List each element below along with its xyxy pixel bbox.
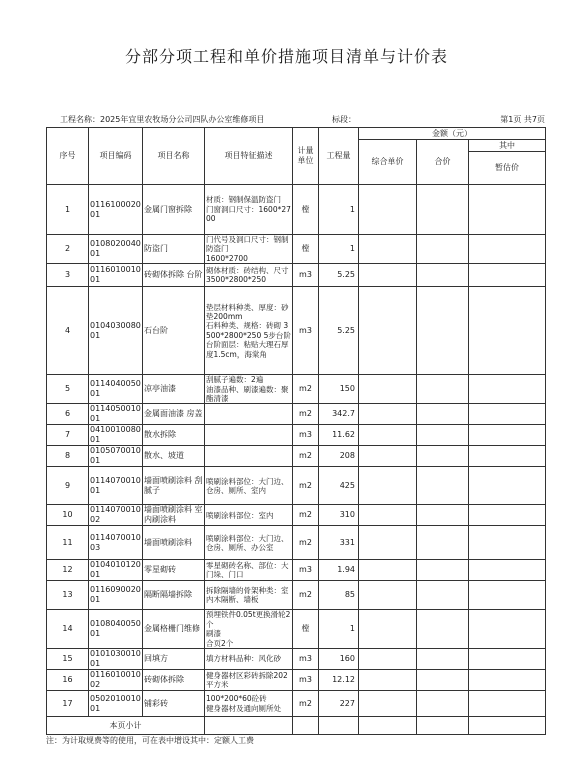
header-seq: 序号 (47, 128, 89, 185)
row-seq: 14 (47, 610, 89, 649)
header-desc: 项目特征描述 (205, 128, 293, 185)
row-provisional (469, 610, 546, 649)
table-row (47, 526, 546, 560)
row-provisional (469, 526, 546, 560)
row-seq: 2 (47, 235, 89, 264)
row-code: 011601001001 (89, 264, 143, 287)
header-unit: 计量单位 (293, 128, 319, 185)
table-row (47, 691, 546, 717)
row-unit: m2 (293, 691, 319, 717)
row-qty: 310 (319, 505, 359, 526)
table-row (47, 404, 546, 425)
row-desc: 喷刷涂料部位：大门边、仓房、厕所、办公室 (205, 526, 293, 560)
row-code: 011609002001 (89, 581, 143, 610)
table-row (47, 670, 546, 691)
row-unit: m3 (293, 670, 319, 691)
table-row (47, 185, 546, 235)
row-code: 011601001002 (90, 670, 141, 690)
row-provisional (469, 691, 546, 717)
row-unit-price (359, 404, 417, 425)
table-row (47, 505, 546, 526)
row-desc: 拆除隔墙的骨架种类：室内木隔断、墙板 (205, 581, 293, 610)
row-name: 砖砌体拆除 (143, 670, 205, 691)
row-desc: 材质：钢制保温防盗门 门窗洞口尺寸：1600*2700 (205, 185, 293, 235)
row-seq: 13 (47, 581, 89, 610)
row-desc: 预埋铁件0.05t更换滑轮2个 刷漆 合页2个 (205, 610, 293, 649)
row-unit-price (359, 560, 417, 581)
table-row (47, 467, 546, 505)
row-total (417, 404, 469, 425)
bill-table (46, 127, 546, 735)
row-seq: 4 (47, 287, 89, 375)
row-seq: 3 (47, 264, 89, 287)
row-unit: m3 (293, 649, 319, 670)
row-unit-price (359, 505, 417, 526)
row-code: 010507001001 (90, 446, 141, 466)
row-desc: 100*200*60砼砖 健身器材及通向厕所处 (205, 691, 293, 717)
row-qty: 12.12 (319, 670, 359, 691)
row-seq: 7 (47, 425, 89, 446)
row-qty: 5.25 (319, 264, 359, 287)
row-unit: m2 (293, 375, 319, 404)
row-name: 防盗门 (143, 235, 205, 264)
row-unit-price (359, 287, 417, 375)
row-unit: m3 (293, 425, 319, 446)
table-row (47, 610, 546, 649)
row-seq: 8 (47, 446, 89, 467)
row-code: 010103001001 (90, 649, 141, 669)
row-unit-price (359, 375, 417, 404)
row-unit-price (359, 670, 417, 691)
row-desc: 砌体材质：砖结构、尺寸3500*2800*250 (205, 264, 293, 287)
table-row (47, 264, 546, 287)
row-unit: m2 (293, 505, 319, 526)
row-code: 011405001001 (90, 404, 141, 424)
row-desc: 垫层材料种类、厚度：砂垫200mm 石料种类、规格：砖砌 3500*2800*250 5步台阶 台阶面层：粘贴大理石厚度1.5cm，海棠角 (205, 287, 293, 375)
row-total (417, 185, 469, 235)
row-code: 010401012001 (90, 560, 141, 580)
row-desc (205, 404, 293, 425)
row-seq: 10 (47, 505, 89, 526)
row-unit-price (359, 264, 417, 287)
row-name: 墙面喷刷涂料 室内刷涂料 (144, 505, 203, 525)
row-name: 墙面喷刷涂料 (143, 526, 205, 560)
row-name: 石台阶 (143, 287, 205, 375)
row-desc: 填方材料品种：风化砂 (205, 649, 293, 670)
row-unit-price (359, 649, 417, 670)
page-number: 第1页 共7页 (500, 115, 545, 124)
row-desc: 健身器材区彩砖拆除202平方米 (205, 670, 293, 691)
row-unit: m2 (293, 467, 319, 505)
row-code: 010403008001 (89, 287, 143, 375)
row-code: 011407001001 (89, 467, 143, 505)
row-name: 砖砌体拆除 台阶 (143, 264, 205, 287)
row-code: 011404005001 (89, 375, 143, 404)
row-qty: 227 (319, 691, 359, 717)
header-among: 其中 (469, 140, 546, 152)
subtotal-label: 本页小计 (47, 717, 205, 735)
row-seq: 5 (47, 375, 89, 404)
row-total (417, 467, 469, 505)
row-unit: 樘 (293, 235, 319, 264)
row-name: 金属面油漆 房盖 (143, 404, 205, 425)
row-name: 散水拆除 (143, 425, 205, 446)
bid-section: 标段： (332, 115, 356, 124)
row-name: 零星砌砖 (143, 560, 205, 581)
header-unit-price: 综合单价 (359, 140, 417, 185)
row-total (417, 581, 469, 610)
row-qty: 342.7 (319, 404, 359, 425)
table-row (47, 425, 546, 446)
row-total (417, 264, 469, 287)
row-desc (205, 446, 293, 467)
row-unit: m3 (293, 264, 319, 287)
row-unit-price (359, 467, 417, 505)
row-desc: 喷刷涂料部位：大门边、仓房、厕所、室内 (205, 467, 293, 505)
row-unit: 樘 (293, 610, 319, 649)
page-title: 分部分项工程和单价措施项目清单与计价表 (124, 47, 448, 66)
table-row (47, 560, 546, 581)
row-provisional (469, 446, 546, 467)
row-unit-price (359, 610, 417, 649)
footnote: 注：为计取规费等的使用，可在表中增设其中：定额人工费 (46, 736, 254, 745)
row-code: 010802004001 (89, 235, 143, 264)
row-total (417, 505, 469, 526)
row-name: 铺彩砖 (143, 691, 205, 717)
row-unit-price (359, 425, 417, 446)
row-name: 墙面喷刷涂料 刮腻子 (143, 467, 205, 505)
row-total (417, 610, 469, 649)
row-qty: 1.94 (319, 560, 359, 581)
row-seq: 12 (47, 560, 89, 581)
row-qty: 160 (319, 649, 359, 670)
row-name: 凉亭油漆 (143, 375, 205, 404)
row-seq: 15 (47, 649, 89, 670)
row-qty: 425 (319, 467, 359, 505)
row-unit: m3 (293, 287, 319, 375)
table-row (47, 649, 546, 670)
row-total (417, 560, 469, 581)
row-provisional (469, 425, 546, 446)
row-unit-price (359, 581, 417, 610)
row-total (417, 287, 469, 375)
table-row (47, 235, 546, 264)
row-unit: m2 (293, 581, 319, 610)
header-total: 合价 (417, 140, 469, 185)
row-name: 金属格栅门维修 (143, 610, 205, 649)
row-desc: 刮腻子遍数：2遍 油漆品种、刷漆遍数：聚酯清漆 (205, 375, 293, 404)
row-provisional (469, 467, 546, 505)
header-code: 项目编码 (89, 128, 143, 185)
row-unit-price (359, 185, 417, 235)
row-unit: m2 (293, 404, 319, 425)
header-qty: 工程量 (319, 128, 359, 185)
table-row (47, 581, 546, 610)
row-provisional (469, 235, 546, 264)
row-qty: 5.25 (319, 287, 359, 375)
row-desc (205, 425, 293, 446)
header-provisional: 暂估价 (469, 152, 546, 185)
table-row (47, 446, 546, 467)
row-qty: 1 (319, 185, 359, 235)
row-provisional (469, 264, 546, 287)
row-qty: 208 (319, 446, 359, 467)
row-seq: 1 (47, 185, 89, 235)
row-total (417, 235, 469, 264)
row-desc: 零星砌砖名称、部位：大门垛、门口 (205, 560, 293, 581)
row-name: 回填方 (143, 649, 205, 670)
row-qty: 11.62 (319, 425, 359, 446)
row-total (417, 375, 469, 404)
row-provisional (469, 287, 546, 375)
row-provisional (469, 560, 546, 581)
row-unit-price (359, 526, 417, 560)
row-provisional (469, 649, 546, 670)
table-row (47, 287, 546, 375)
row-unit: m3 (293, 560, 319, 581)
row-unit-price (359, 235, 417, 264)
row-desc: 门代号及洞口尺寸：钢制防盗门 1600*2700 (205, 235, 293, 264)
row-code: 011407001002 (90, 505, 141, 525)
row-code: 050201001001 (89, 691, 143, 717)
row-total (417, 649, 469, 670)
row-unit: m2 (293, 526, 319, 560)
row-total (417, 526, 469, 560)
row-total (417, 446, 469, 467)
row-seq: 6 (47, 404, 89, 425)
row-provisional (469, 505, 546, 526)
row-code: 041001008001 (90, 425, 141, 445)
row-seq: 9 (47, 467, 89, 505)
row-name: 金属门窗拆除 (143, 185, 205, 235)
row-name: 散水、坡道 (143, 446, 205, 467)
row-provisional (469, 670, 546, 691)
row-code: 010804005001 (89, 610, 143, 649)
row-desc: 喷刷涂料部位：室内 (205, 505, 293, 526)
row-unit: m2 (293, 446, 319, 467)
row-unit-price (359, 691, 417, 717)
row-qty: 150 (319, 375, 359, 404)
row-seq: 16 (47, 670, 89, 691)
row-provisional (469, 404, 546, 425)
row-qty: 1 (319, 235, 359, 264)
header-amount: 金额（元） (359, 128, 546, 140)
row-total (417, 425, 469, 446)
header-name: 项目名称 (143, 128, 205, 185)
row-unit: 樘 (293, 185, 319, 235)
row-provisional (469, 375, 546, 404)
row-code: 011610002001 (89, 185, 143, 235)
row-provisional (469, 185, 546, 235)
row-total (417, 670, 469, 691)
row-provisional (469, 581, 546, 610)
row-name: 隔断隔墙拆除 (143, 581, 205, 610)
row-qty: 85 (319, 581, 359, 610)
row-total (417, 691, 469, 717)
row-seq: 17 (47, 691, 89, 717)
row-code: 011407001003 (89, 526, 143, 560)
table-row (47, 375, 546, 404)
row-seq: 11 (47, 526, 89, 560)
row-qty: 1 (319, 610, 359, 649)
row-unit-price (359, 446, 417, 467)
row-qty: 331 (319, 526, 359, 560)
project-name: 工程名称：2025年宜里农牧场分公司四队办公室维修项目 (60, 115, 265, 124)
